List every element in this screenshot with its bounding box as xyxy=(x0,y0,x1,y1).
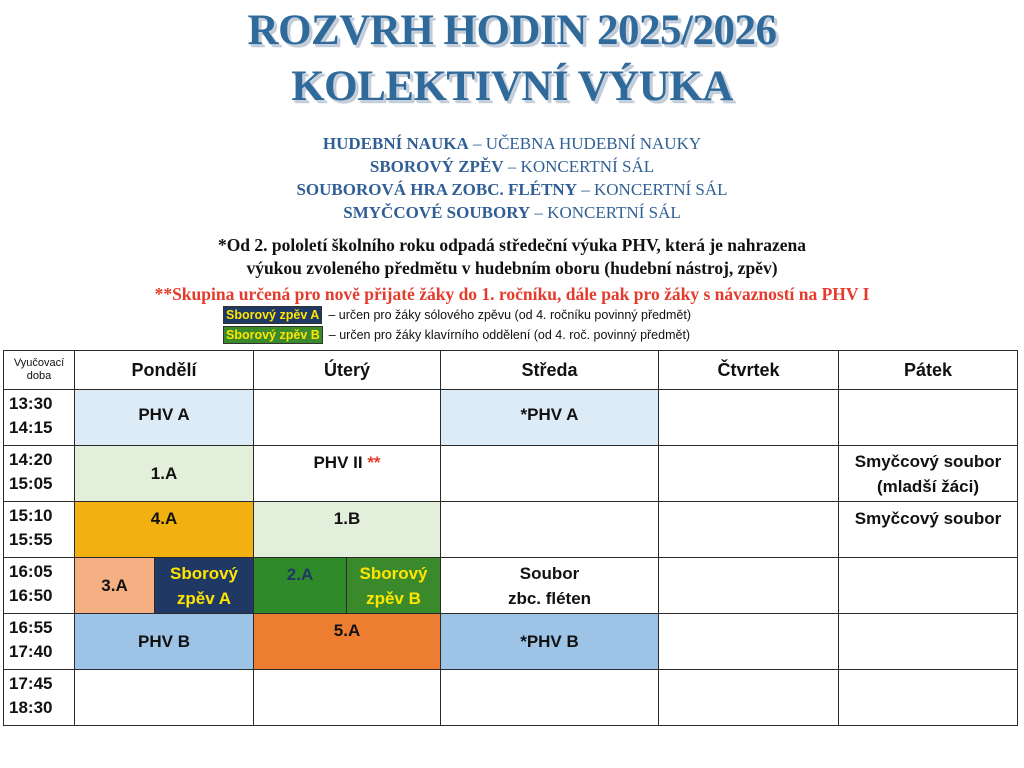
lesson-2a: 2.A xyxy=(253,557,347,614)
header-day-tuesday: Úterý xyxy=(253,350,441,390)
time-slot: 17:45 18:30 xyxy=(3,669,75,726)
empty-cell xyxy=(658,389,839,446)
note-phv: *Od 2. pololetí školního roku odpadá středeční výuka PHV, která je nahrazena výukou zvoleného předmětu v hudebním oboru (hudební nástroj, zpěv) xyxy=(217,235,807,278)
room-sborovy-zpev: SBOROVÝ ZPĚV – KONCERTNÍ SÁL xyxy=(369,157,655,176)
empty-cell xyxy=(838,613,1018,670)
time-slot: 15:10 15:55 xyxy=(3,501,75,558)
lesson-sborovy-zpev-b: Sborový zpěv B xyxy=(346,557,441,614)
header-day-thursday: Čtvrtek xyxy=(658,350,839,390)
lesson-phv-a: PHV A xyxy=(74,389,254,446)
time-slot: 13:30 14:15 xyxy=(3,389,75,446)
empty-cell xyxy=(74,669,254,726)
time-slot: 14:20 15:05 xyxy=(3,445,75,502)
empty-cell xyxy=(440,669,659,726)
room-smyccove-soubory: SMYČCOVÉ SOUBORY – KONCERTNÍ SÁL xyxy=(343,203,681,222)
lesson-phv-b-wednesday: *PHV B xyxy=(440,613,659,670)
lesson-phv-a-wednesday: *PHV A xyxy=(440,389,659,446)
legend-swatch-b: Sborový zpěv B xyxy=(223,326,323,344)
empty-cell xyxy=(440,501,659,558)
lesson-sborovy-zpev-a: Sborový zpěv A xyxy=(154,557,254,614)
legend-sborovy-zpev-b: Sborový zpěv B – určen pro žáky klavírního oddělení (od 4. roč. povinný předmět) xyxy=(223,326,690,344)
lesson-smyccovy-soubor: Smyčcový soubor xyxy=(838,501,1018,558)
lesson-phv-b: PHV B xyxy=(74,613,254,670)
title-line-1: ROZVRH HODIN 2025/2026 xyxy=(247,7,777,54)
double-star-mark: ** xyxy=(367,453,381,472)
empty-cell xyxy=(253,669,441,726)
empty-cell xyxy=(658,613,839,670)
time-slot: 16:05 16:50 xyxy=(3,557,75,614)
empty-cell xyxy=(440,445,659,502)
lesson-smyccovy-soubor-mladsi: Smyčcový soubor (mladší žáci) xyxy=(838,445,1018,502)
empty-cell xyxy=(253,389,441,446)
empty-cell xyxy=(658,501,839,558)
empty-cell xyxy=(838,669,1018,726)
lesson-5a: 5.A xyxy=(253,613,441,670)
header-time-column: Vyučovací doba xyxy=(3,350,75,390)
empty-cell xyxy=(838,557,1018,614)
empty-cell xyxy=(658,445,839,502)
room-list xyxy=(0,132,1024,224)
room-hudebni-nauka: HUDEBNÍ NAUKA – UČEBNA HUDEBNÍ NAUKY xyxy=(322,134,702,153)
lesson-1b: 1.B xyxy=(253,501,441,558)
lesson-3a: 3.A xyxy=(74,557,155,614)
header-day-wednesday: Středa xyxy=(440,350,659,390)
header-day-monday: Pondělí xyxy=(74,350,254,390)
empty-cell xyxy=(838,389,1018,446)
lesson-soubor-zbc-fleten: Soubor zbc. fléten xyxy=(440,557,659,614)
schedule-table xyxy=(3,350,1018,726)
legend-swatch-a: Sborový zpěv A xyxy=(223,306,322,324)
lesson-1a: 1.A xyxy=(74,445,254,502)
lesson-4a: 4.A xyxy=(74,501,254,558)
legend-sborovy-zpev-a: Sborový zpěv A – určen pro žáky sólového zpěvu (od 4. ročníku povinný předmět) xyxy=(223,306,691,324)
empty-cell xyxy=(658,669,839,726)
empty-cell xyxy=(658,557,839,614)
time-slot: 16:55 17:40 xyxy=(3,613,75,670)
header-day-friday: Pátek xyxy=(838,350,1018,390)
room-soubor-fletny: SOUBOROVÁ HRA ZOBC. FLÉTNY – KONCERTNÍ SÁL xyxy=(296,180,728,199)
note-skupina: **Skupina určená pro nově přijaté žáky do 1. ročníku, dále pak pro žáky s návazností na PHV I xyxy=(154,284,870,304)
lesson-phv-ii: PHV II ** xyxy=(253,445,441,502)
title-line-2: KOLEKTIVNÍ VÝUKA xyxy=(291,63,733,110)
